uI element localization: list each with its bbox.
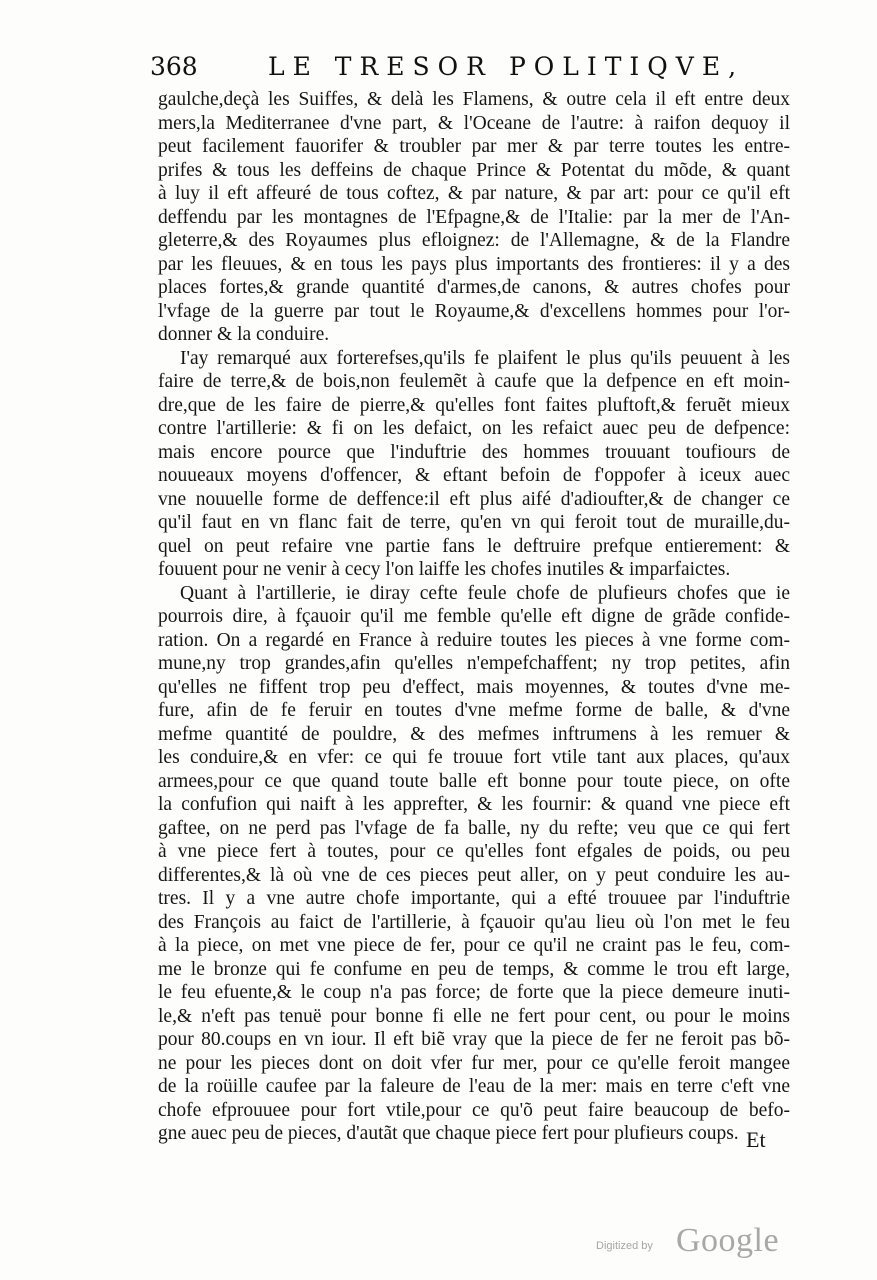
text-line: contre l'artillerie: & fi on les defaict, on les refaict auec peu de defpence:: [158, 418, 790, 439]
text-line: deffendu par les montagnes de l'Efpagne,& de l'Italie: par la mer de l'An-: [158, 206, 790, 228]
catchword: Et: [746, 1127, 766, 1152]
text-line: peut facilement fauorifer & troubler par mer & par terre toutes les entre-: [158, 136, 790, 157]
text-line: l'vfage de la guerre par tout le Royaume,& d'excellens hommes pour l'or-: [158, 300, 790, 322]
text-line: donner & la conduire.: [158, 324, 330, 345]
text-line: les conduire,& en vfer: ce qui fe trouue fort vtile tant aux places, qu'aux: [158, 747, 790, 768]
text-line: chofe efprouuee pour fort vtile,pour ce qu'õ peut faire beaucoup de befo-: [158, 1099, 790, 1121]
text-line: places fortes,& grande quantité d'armes,de canons, & autres chofes pour: [158, 277, 790, 298]
body-text: [158, 88, 790, 1146]
text-line: à vne piece fert à toutes, pour ce qu'elles font efgales de poids, ou peu: [158, 841, 790, 862]
text-line: par les fleuues, & en tous les pays plus importants des frontieres: il y a des: [158, 253, 790, 275]
text-line: dre,que de les faire de pierre,& qu'elles font faites pluftoft,& feruẽt mieux: [158, 394, 790, 416]
paragraph-start-line: I'ay remarqué aux forterefses,qu'ils fe plaifent le plus qu'ils peuuent à les: [180, 347, 790, 369]
text-line: fure, afin de fe feruir en toutes d'vne mefme forme de balle, & d'vne: [158, 700, 790, 721]
text-line: le,& n'eft pas tenuë pour bonne fi elle ne fert pour cent, ou pour le moins: [158, 1005, 790, 1027]
text-line: mais encore pource que l'induftrie des hommes trouuant toufiours de: [158, 441, 790, 463]
text-line: pour 80.coups en vn iour. Il eft biẽ vray que la piece de fer ne feroit pas bõ-: [158, 1029, 790, 1050]
text-line: faire de terre,& de bois,non feulemẽt à caufe que la defpence en eft moin-: [158, 371, 790, 392]
text-line: gaulche,deçà les Suiffes, & delà les Flamens, & outre cela il eft entre deux: [158, 89, 790, 110]
text-line: le feu efuente,& le coup n'a pas force; de forte que la piece demeure inuti-: [158, 982, 790, 1003]
text-line: mers,la Mediterranee d'vne part, & l'Oceane de l'autre: à raifon dequoy il: [158, 112, 790, 134]
text-line: quel on peut refaire vne partie fans le deftruire prefque entierement: &: [158, 535, 790, 557]
text-line: gleterre,& des Royaumes plus efloignez: de l'Allemagne, & de la Flandre: [158, 230, 790, 251]
page-header: [150, 52, 790, 92]
text-line: nouueaux moyens d'offencer, & eftant befoin de f'oppofer à iceux auec: [158, 465, 790, 486]
text-line: mefme quantité de pouldre, & des mefmes inftrumens à les remuer &: [158, 723, 790, 745]
text-line: fouuent pour ne venir à cecy l'on laiffe les chofes inutiles & imparfaictes.: [158, 559, 731, 580]
text-line: differentes,& là où vne de ces pieces peut aller, on y peut conduire les au-: [158, 864, 790, 886]
text-line: vne nouuelle forme de deffence:il eft plus aifé d'adioufter,& de changer ce: [158, 488, 790, 510]
text-line: ne pour les pieces dont on doit vfer fur mer, pour ce qu'elle feroit mangee: [158, 1052, 790, 1074]
text-line: gne auec peu de pieces, d'autãt que chaque piece fert pour plufieurs coups.: [158, 1123, 739, 1144]
text-line: armees,pour ce que quand toute balle eft bonne pour toute piece, on ofte: [158, 770, 790, 792]
text-line: à luy il eft affeuré de tous coftez, & par nature, & par art: pour ce qu'il eft: [158, 183, 790, 204]
running-title: LE TRESOR POLITIQVE,: [268, 52, 745, 81]
text-line: qu'elles ne fiffent trop peu d'effect, mais moyennes, & toutes d'vne me-: [158, 676, 790, 698]
text-line: des François au faict de l'artillerie, à fçauoir qu'au lieu où l'on met le feu: [158, 911, 790, 933]
text-line: pourrois dire, à fçauoir qu'il me femble qu'elle eft digne de grãde confide-: [158, 606, 790, 627]
digitized-by-label: Digitized by: [596, 1240, 653, 1252]
paragraph-start-line: Quant à l'artillerie, ie diray cefte feule chofe de plufieurs chofes que ie: [180, 582, 790, 604]
text-line: la confufion qui naift à les apprefter, & les fournir: & quand vne piece eft: [158, 794, 790, 815]
text-line: qu'il faut en vn flanc fait de terre, qu'en vn qui feroit tout de muraille,du-: [158, 512, 790, 533]
text-line: mune,ny trop grandes,afin qu'elles n'empefchaffent; ny trop petites, afin: [158, 653, 790, 674]
google-watermark: [596, 1222, 796, 1262]
google-logo: Google: [676, 1222, 780, 1259]
text-line: me le bronze qui fe confume en peu de temps, & comme le trou eft large,: [158, 958, 790, 980]
text-line: gaftee, on ne perd pas l'vfage de fa balle, ny du refte; veu que ce qui fert: [158, 817, 790, 839]
text-line: ration. On a regardé en France à reduire toutes les pieces à vne forme com-: [158, 629, 790, 651]
text-line: prifes & tous les deffeins de chaque Prince & Potentat du mõde, & quant: [158, 159, 790, 181]
page-number: 368: [150, 52, 198, 81]
text-line: tres. Il y a vne autre chofe importante, qui a efté trouuee par l'induftrie: [158, 888, 790, 909]
text-line: à la piece, on met vne piece de fer, pour ce qu'il ne craint pas le feu, com-: [158, 935, 790, 956]
text-line: de la roüille caufee par la faleure de l'eau de la mer: mais en terre c'eft vne: [158, 1076, 790, 1097]
